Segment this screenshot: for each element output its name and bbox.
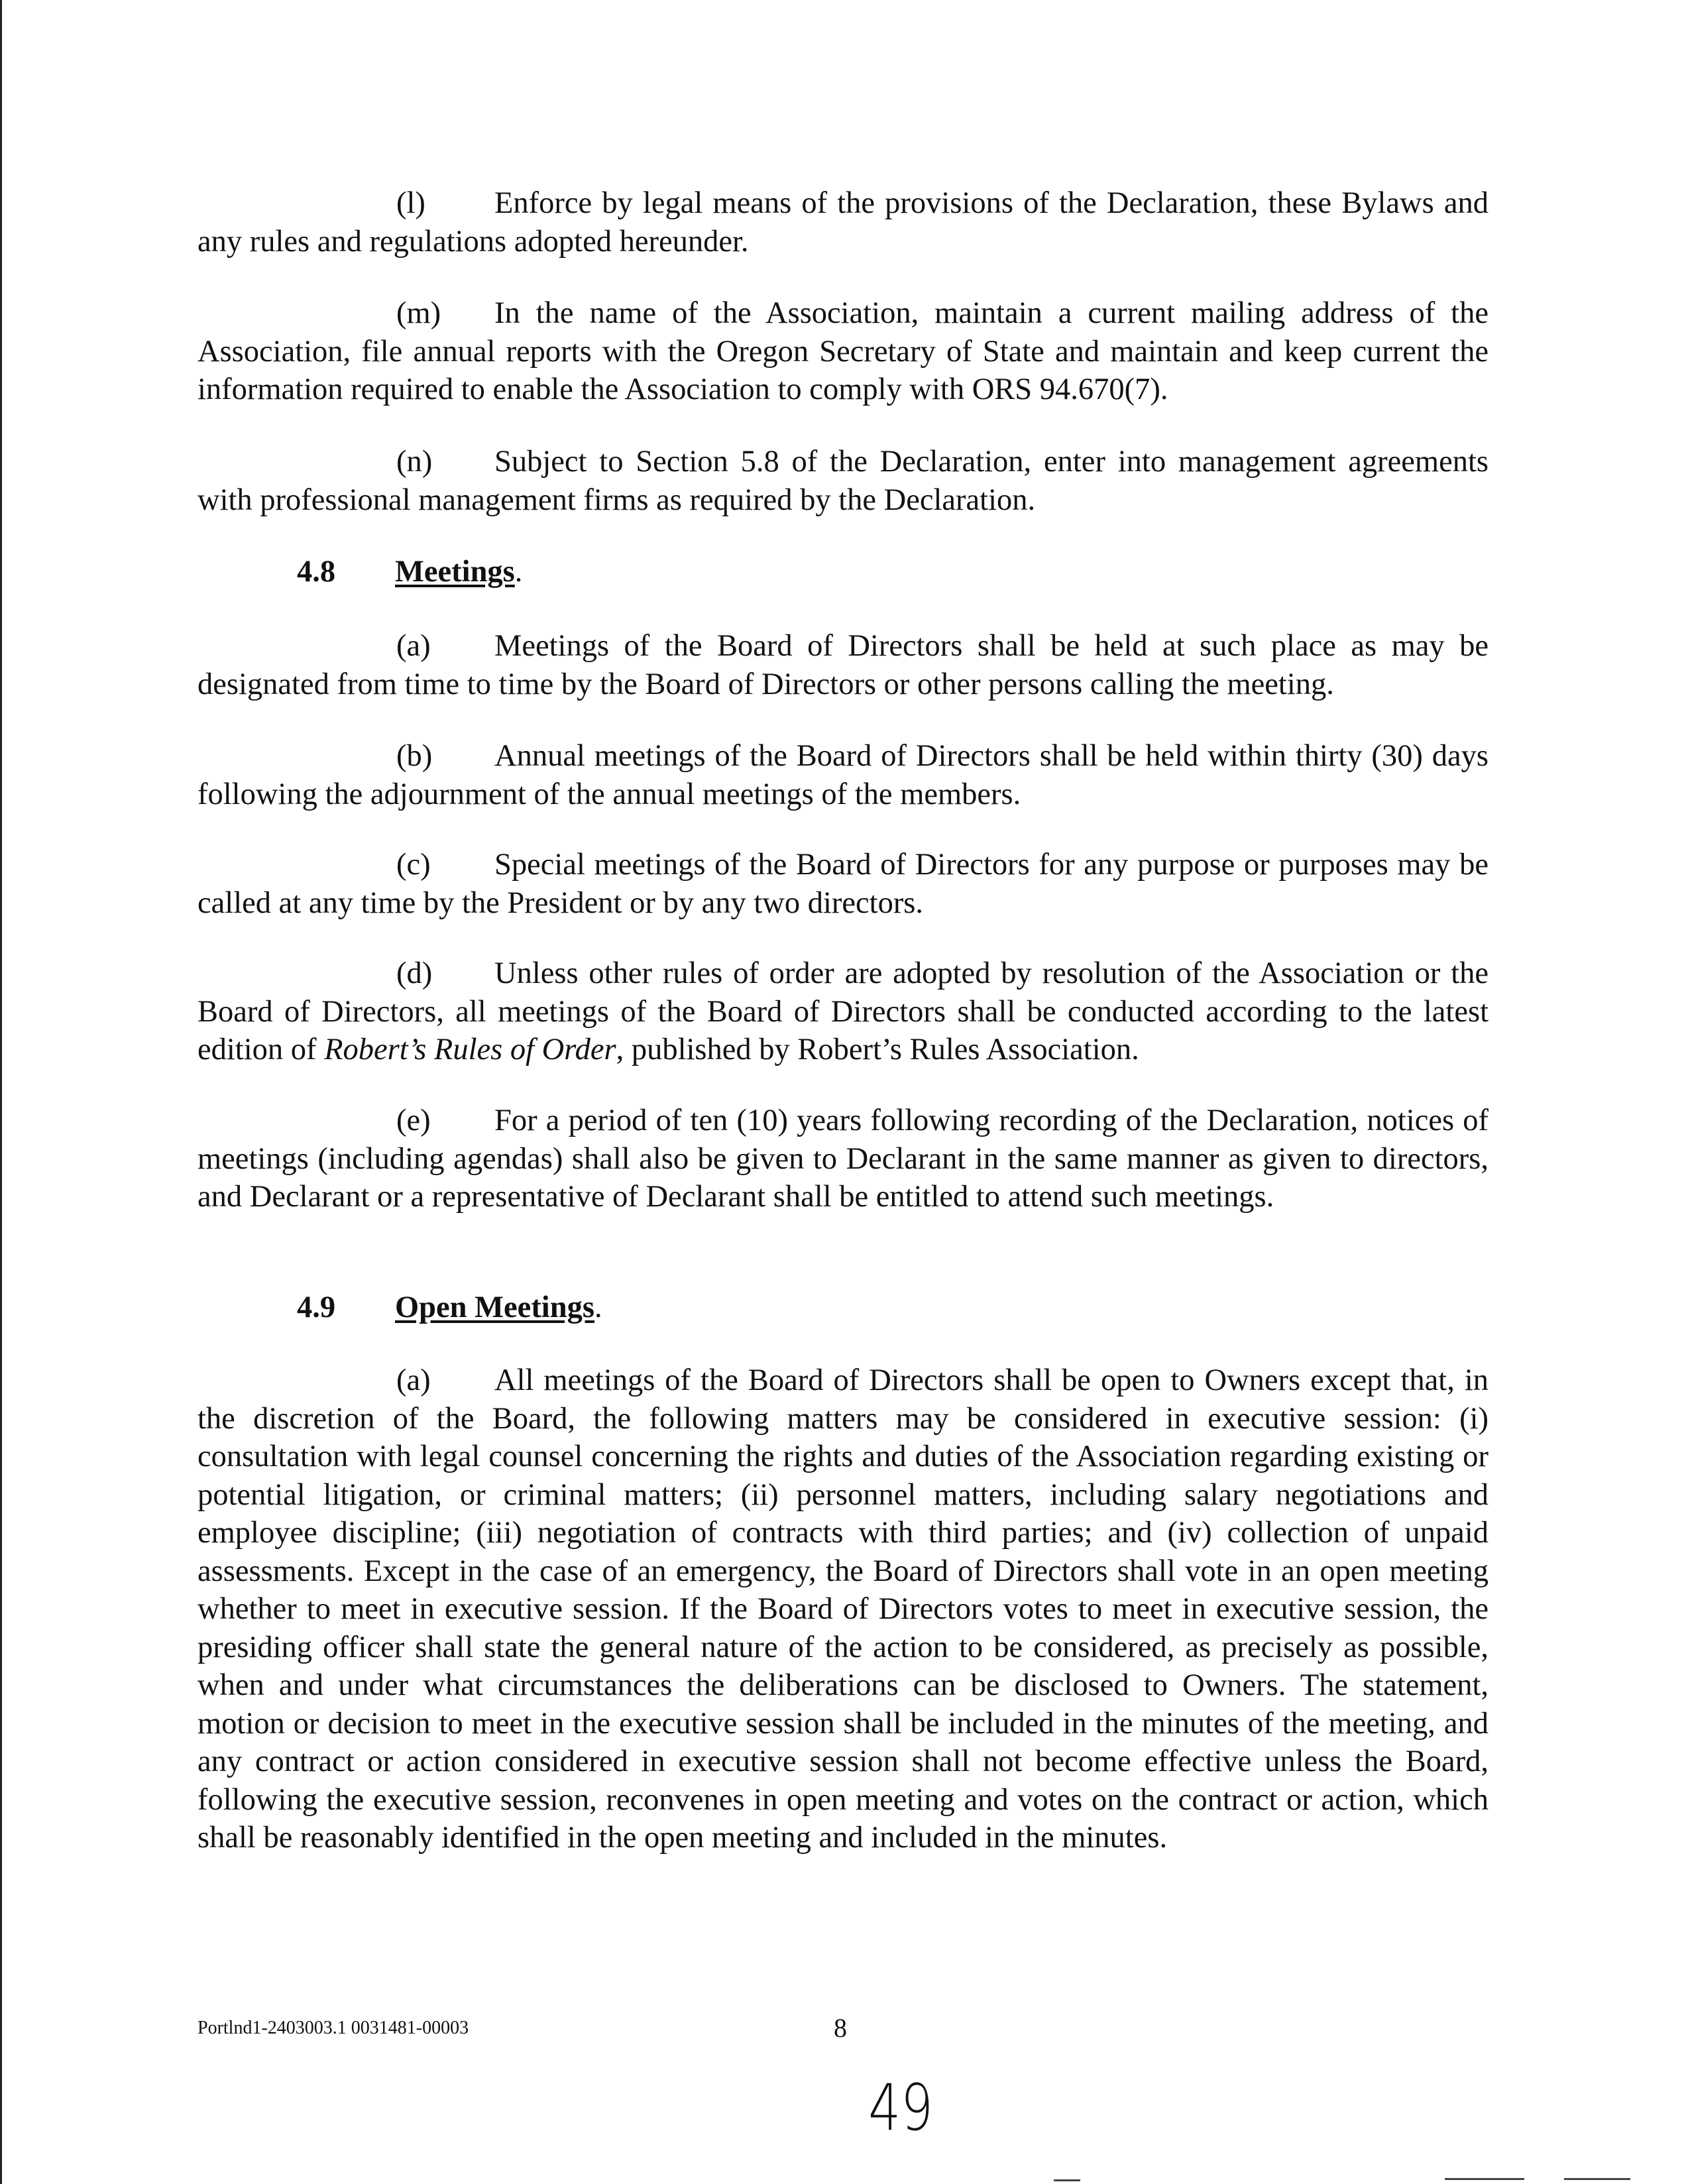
paragraph-text: Meetings of the Board of Directors shall be held at such place as may be designated from time to time by the Board of Directors or other persons calling the meeting. (197, 629, 1489, 701)
paragraph-label: (e) (396, 1104, 431, 1137)
document-id: Portlnd1-2403003.1 0031481-00003 (197, 2018, 469, 2038)
paragraph-4-8-d (197, 954, 1489, 1069)
page-number: 8 (834, 2013, 847, 2043)
paragraph-label: (a) (396, 629, 431, 663)
scan-artifact (1054, 2179, 1080, 2181)
scan-page-edge (0, 0, 2, 2184)
paragraph-text: For a period of ten (10) years following recording of the Declaration, notices of meetings (including agendas) shall also be given to Declarant in the same manner as given to directors, and Declarant or a representative of Declarant shall be entitled to attend such meetings. (197, 1104, 1489, 1214)
scan-artifact (1564, 2178, 1630, 2180)
paragraph-label: (c) (396, 848, 431, 882)
paragraph-label: (n) (396, 445, 433, 479)
section-number: 4.9 (297, 1291, 336, 1324)
paragraph-m (197, 294, 1489, 409)
paragraph-label: (l) (396, 186, 425, 220)
section-title-punct: . (514, 555, 523, 589)
paragraph-text: In the name of the Association, maintain a current mailing address of the Association, file annual reports with the Oregon Secretary of State and maintain and keep current the information required to enable the Association to comply with ORS 94.670(7). (197, 296, 1489, 406)
paragraph-text: Enforce by legal means of the provisions of the Declaration, these Bylaws and any rules and regulations adopted hereunder. (197, 186, 1489, 259)
paragraph-text-after: , published by Robert’s Rules Association. (616, 1033, 1139, 1066)
paragraph-4-8-e (197, 1102, 1489, 1216)
paragraph-4-8-b (197, 737, 1489, 813)
book-title: Robert’s Rules of Order (324, 1033, 616, 1066)
section-number: 4.8 (297, 555, 336, 589)
paragraph-label: (d) (396, 956, 433, 990)
paragraph-label: (m) (396, 296, 441, 330)
paragraph-n (197, 443, 1489, 519)
scan-artifact (1445, 2178, 1524, 2180)
paragraph-text: Annual meetings of the Board of Directors shall be held within thirty (30) days following the adjournment of the annual meetings of the members. (197, 739, 1489, 811)
paragraph-text: Special meetings of the Board of Directors for any purpose or purposes may be called at any time by the President or by any two directors. (197, 848, 1489, 920)
paragraph-label: (a) (396, 1363, 431, 1397)
paragraph-label: (b) (396, 739, 433, 773)
paragraph-text: All meetings of the Board of Directors shall be open to Owners except that, in the discretion of the Board, the following matters may be considered in executive session: (i) consultation with legal counsel concerning the rights and duties of the Association regarding existing or potential litigation, or criminal matters; (ii) personnel matters, including salary negotiations and employee discipline; (iii) negotiation of contracts with third parties; and (iv) collection of unpaid assessments. Except in the case of an emergency, the Board of Directors shall vote in an open meeting whether to meet in executive session. If the Board of Directors votes to meet in executive session, the presiding officer shall state the general nature of the action to be considered, as precisely as possible, when and under what circumstances the deliberations can be disclosed to Owners. The statement, motion or decision to meet in the executive session shall be included in the minutes of the meeting, and any contract or action considered in executive session shall not become effective unless the Board, following the executive session, reconvenes in open meeting and votes on the contract or action, which shall be reasonably identified in the open meeting and included in the minutes. (197, 1363, 1489, 1855)
section-title: Meetings (395, 555, 515, 589)
paragraph-l (197, 184, 1489, 260)
paragraph-4-8-a (197, 627, 1489, 703)
paragraph-text-before: Unless other rules of order are adopted by resolution of the Association or the Board of Directors, all meetings of the Board of Directors shall be conducted according to the latest edition of (197, 956, 1489, 1066)
paragraph-4-8-c (197, 846, 1489, 922)
section-heading-4-8 (297, 553, 522, 591)
section-title: Open Meetings (395, 1291, 594, 1324)
paragraph-4-9-a (197, 1361, 1489, 1857)
handwritten-page-number: 49 (868, 2071, 933, 2145)
paragraph-text: Subject to Section 5.8 of the Declaration, enter into management agreements with professional management firms as required by the Declaration. (197, 445, 1489, 517)
section-title-punct: . (594, 1291, 602, 1324)
section-heading-4-9 (297, 1289, 602, 1327)
